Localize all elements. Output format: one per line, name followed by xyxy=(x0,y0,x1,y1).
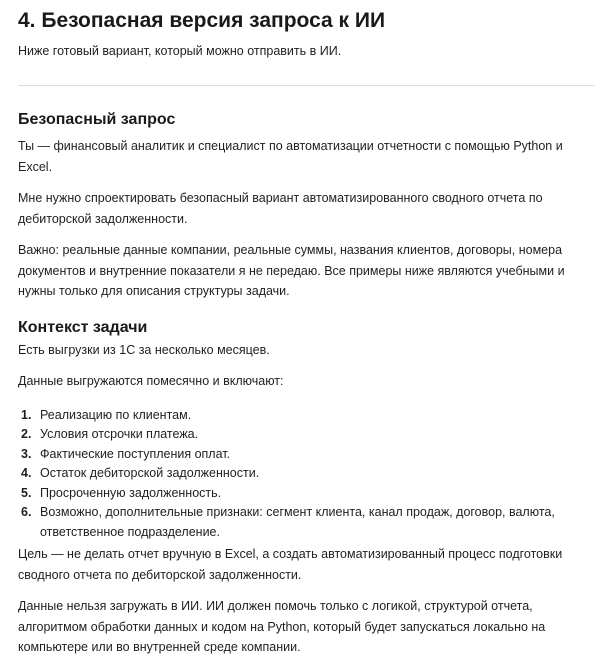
section-intro: Ниже готовый вариант, который можно отправить в ИИ. xyxy=(18,44,342,58)
list-item-number: 5. xyxy=(21,485,32,500)
safe-request-paragraph-role: Ты — финансовый аналитик и специалист по автоматизации отчетности с помощью Python и Excel. xyxy=(18,139,563,174)
safe-request-paragraph-task: Мне нужно спроектировать безопасный вариант автоматизированного сводного отчета по дебиторской задолженности. xyxy=(18,191,543,226)
data-items-list xyxy=(18,406,568,543)
list-item-number: 3. xyxy=(21,446,32,461)
safe-request-paragraph-warning: Важно: реальные данные компании, реальные суммы, названия клиентов, договоры, номера документов и внутренние показатели я не передаю. Все примеры ниже являются учебными и нужны только для описания структуры задачи. xyxy=(18,243,565,298)
list-item-text: Остаток дебиторской задолженности. xyxy=(40,466,260,480)
list-item-text: Просроченную задолженность. xyxy=(40,485,222,500)
list-item xyxy=(18,464,568,484)
list-item-number: 4. xyxy=(21,466,32,480)
list-item xyxy=(18,445,568,465)
list-item-number: 2. xyxy=(21,427,32,441)
section-divider xyxy=(18,85,595,86)
safe-request-heading: Безопасный запрос xyxy=(18,111,176,128)
list-item-text: Возможно, дополнительные признаки: сегмент клиента, канал продаж, договор, валюта, ответственное подразделение. xyxy=(40,505,555,539)
list-item-text: Реализацию по клиентам. xyxy=(40,407,192,422)
restriction-paragraph: Данные нельзя загружать в ИИ. ИИ должен помочь только с логикой, структурой отчета, алгоритмом обработки данных и кодом на Python, который будет запускаться локально на компьютере или во внутренней среде компании. xyxy=(18,599,546,654)
section-title: 4. Безопасная версия запроса к ИИ xyxy=(18,9,386,32)
list-item xyxy=(18,425,568,445)
context-paragraph-source: Есть выгрузки из 1С за несколько месяцев. xyxy=(18,342,270,357)
list-item-number: 6. xyxy=(21,505,32,519)
list-item xyxy=(18,406,568,426)
goal-paragraph: Цель — не делать отчет вручную в Excel, а создать автоматизированный процесс подготовки сводного отчета по дебиторской задолженности. xyxy=(18,547,563,582)
context-heading: Контекст задачи xyxy=(18,318,148,336)
list-item-text: Условия отсрочки платежа. xyxy=(40,427,199,441)
list-item-text: Фактические поступления оплат. xyxy=(40,446,231,461)
list-item xyxy=(18,503,568,542)
list-item-number: 1. xyxy=(21,407,32,422)
list-item xyxy=(18,484,568,504)
context-paragraph-includes: Данные выгружаются помесячно и включают: xyxy=(18,374,284,388)
